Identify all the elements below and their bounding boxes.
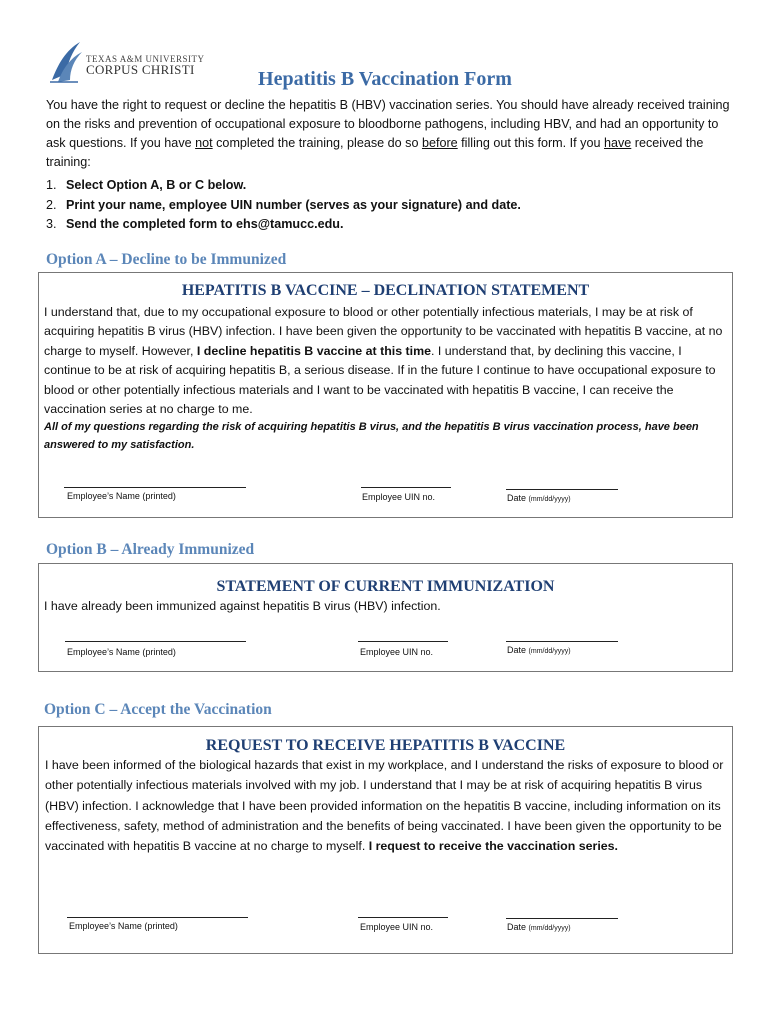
option-a-box-title: HEPATITIS B VACCINE – DECLINATION STATEMENT bbox=[181, 282, 590, 299]
option-a-date-field[interactable] bbox=[506, 489, 618, 490]
instruction-steps bbox=[46, 176, 726, 235]
option-a-box bbox=[38, 272, 733, 518]
logo-line-1: TEXAS A&M UNIVERSITY bbox=[86, 54, 205, 64]
logo-line-2: CORPUS CHRISTI bbox=[86, 62, 195, 77]
option-a-uin-label: Employee UIN no. bbox=[362, 492, 436, 502]
option-a-name-field[interactable] bbox=[64, 487, 246, 488]
option-b-uin-field[interactable] bbox=[358, 641, 448, 642]
option-c-heading: Option C – Accept the Vaccination bbox=[44, 701, 272, 718]
option-b-name-label: Employee’s Name (printed) bbox=[67, 647, 176, 657]
option-c-uin-field[interactable] bbox=[358, 917, 448, 918]
option-a-note: All of my questions regarding the risk of acquiring hepatitis B virus, and the hepatitis B virus vaccination process, have been answered to my satisfaction. bbox=[44, 421, 699, 451]
step-item: 3. Send the completed form to ehs@tamucc.edu. bbox=[46, 217, 344, 231]
step-item: 1. Select Option A, B or C below. bbox=[46, 178, 247, 192]
option-c-date-field[interactable] bbox=[506, 918, 618, 919]
form-title: Hepatitis B Vaccination Form bbox=[258, 68, 512, 90]
option-c-date-label: Date (mm/dd/yyyy) bbox=[507, 922, 571, 932]
step-item: 2. Print your name, employee UIN number (serves as your signature) and date. bbox=[46, 197, 521, 212]
option-b-box bbox=[38, 563, 733, 672]
option-c-name-label: Employee’s Name (printed) bbox=[69, 921, 178, 931]
intro-paragraph: You have the right to request or decline the hepatitis B (HBV) vaccination series. You should have already received training on the risks and prevention of occupational exposure to bloodborne pathogens, including HBV, and had an opportunity to ask questions. If you have not completed the training, please do so before filling out this form. If you have received the training: bbox=[46, 98, 730, 169]
option-b-uin-label: Employee UIN no. bbox=[360, 647, 434, 657]
option-a-uin-field[interactable] bbox=[361, 487, 451, 488]
option-b-box-title: STATEMENT OF CURRENT IMMUNIZATION bbox=[216, 578, 555, 595]
option-a-date-label: Date (mm/dd/yyyy) bbox=[507, 493, 571, 503]
option-c-uin-label: Employee UIN no. bbox=[360, 922, 434, 932]
option-a-heading: Option A – Decline to be Immunized bbox=[46, 251, 287, 268]
option-b-heading: Option B – Already Immunized bbox=[46, 541, 255, 558]
option-b-date-field[interactable] bbox=[506, 641, 618, 642]
option-c-box bbox=[38, 726, 733, 954]
option-b-date-label: Date (mm/dd/yyyy) bbox=[507, 645, 571, 655]
option-a-name-label: Employee’s Name (printed) bbox=[67, 491, 176, 501]
option-a-statement: I understand that, due to my occupational exposure to blood or other potentially infectious materials, I may be at risk of acquiring hepatitis B virus (HBV) infection. I have been given the opportunity to be vaccinated with hepatitis B vaccine, at no charge to myself. However, I decline hepatitis B vaccine at this time. I understand that, by declining this vaccine, I continue to be at risk of acquiring hepatitis B, a serious disease. If in the future I continue to have occupational exposure to blood or other potentially infectious materials and I want to be vaccinated with hepatitis B vaccine, I can receive the vaccination series at no charge to me. bbox=[44, 305, 723, 417]
option-b-name-field[interactable] bbox=[65, 641, 246, 642]
option-b-statement: I have already been immunized against hepatitis B virus (HBV) infection. bbox=[44, 599, 441, 613]
option-c-statement: I have been informed of the biological hazards that exist in my workplace, and I understand the risks of exposure to blood or other potentially infectious materials involved with my job. I understand that I may be at risk of acquiring hepatitis B virus (HBV) infection. I acknowledge that I have been provided information on the hepatitis B vaccine, including information on its effectiveness, safety, method of administration and the benefits of being vaccinated. I have been given the opportunity to be vaccinated with hepatitis B vaccine at no charge to myself. I request to receive the vaccination series. bbox=[45, 758, 724, 854]
option-c-box-title: REQUEST TO RECEIVE HEPATITIS B VACCINE bbox=[205, 737, 566, 754]
option-c-name-field[interactable] bbox=[67, 917, 248, 918]
